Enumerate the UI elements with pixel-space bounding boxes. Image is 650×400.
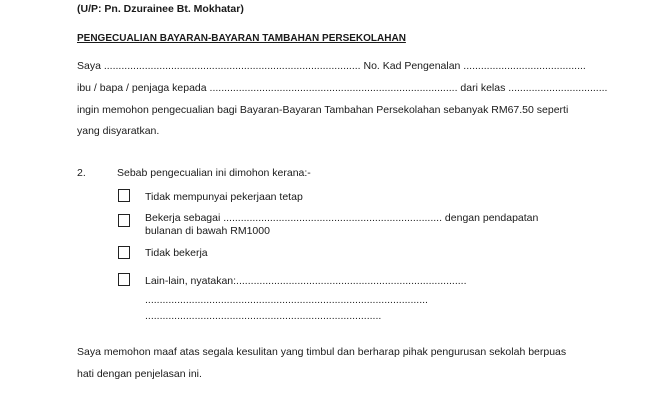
option-working-as: Bekerja sebagai ........................................................................... dengan pendapatan bbox=[145, 212, 539, 224]
option-no-permanent-job: Tidak mempunyai pekerjaan tetap bbox=[145, 191, 303, 203]
closing-line-1: Saya memohon maaf atas segala kesulitan yang timbul dan berharap pihak pengurusan sekolah berpuas bbox=[77, 346, 567, 358]
form-line-guardian: ibu / bapa / penjaga kepada ..................................................................................... dari kelas .................................. bbox=[77, 82, 608, 94]
closing-line-2: hati dengan penjelasan ini. bbox=[77, 368, 202, 380]
checkbox-working-as[interactable] bbox=[118, 214, 130, 227]
option-others: Lain-lain, nyatakan:............................................................................... bbox=[145, 275, 467, 287]
option-not-working: Tidak bekerja bbox=[145, 247, 208, 259]
checkbox-no-permanent-job[interactable] bbox=[118, 189, 130, 202]
checkbox-not-working[interactable] bbox=[118, 246, 130, 259]
section-number: 2. bbox=[77, 167, 86, 179]
option-others-line-2: ................................................................................................. bbox=[145, 294, 428, 306]
form-line-request-cont: yang disyaratkan. bbox=[77, 125, 160, 137]
attention-line: (U/P: Pn. Dzurainee Bt. Mokhatar) bbox=[77, 3, 244, 15]
form-line-name: Saya ........................................................................................ No. Kad Pengenalan .......................................... bbox=[77, 60, 586, 72]
checkbox-others[interactable] bbox=[118, 273, 130, 286]
document-title: PENGECUALIAN BAYARAN-BAYARAN TAMBAHAN PERSEKOLAHAN bbox=[77, 33, 406, 44]
option-others-line-3: ................................................................................. bbox=[145, 310, 382, 322]
form-line-request: ingin memohon pengecualian bagi Bayaran-Bayaran Tambahan Persekolahan sebanyak RM67.50 seperti bbox=[77, 104, 569, 116]
option-working-as-cont: bulanan di bawah RM1000 bbox=[145, 225, 270, 237]
section-heading: Sebab pengecualian ini dimohon kerana:- bbox=[117, 167, 311, 179]
